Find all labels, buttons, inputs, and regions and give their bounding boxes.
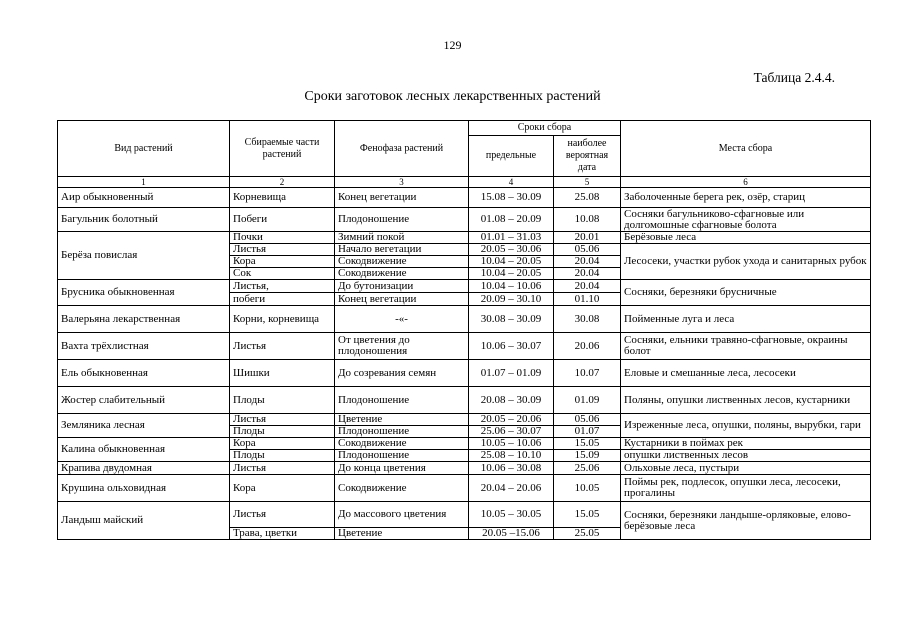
date-cell: 15.05: [554, 438, 621, 450]
part-cell: Листья: [230, 414, 335, 426]
date-cell: 20.04: [554, 268, 621, 280]
phase-cell: До бутонизации: [335, 280, 469, 293]
range-cell: 25.08 – 10.10: [469, 450, 554, 462]
table-row: [58, 462, 871, 475]
phase-cell: Сокодвижение: [335, 268, 469, 280]
place-cell: Сосняки, березняки брусничные: [621, 280, 871, 306]
header-species: Вид растений: [58, 121, 230, 177]
range-cell: 20.04 – 20.06: [469, 475, 554, 502]
date-cell: 20.04: [554, 280, 621, 293]
header-row: [58, 121, 871, 136]
part-cell: побеги: [230, 293, 335, 306]
page-number: 129: [443, 38, 462, 52]
part-cell: Плоды: [230, 450, 335, 462]
place-cell: Поймы рек, подлесок, опушки леса, лесосеки, прогалины: [621, 475, 871, 502]
phase-cell: Начало вегетации: [335, 244, 469, 256]
table-row: [58, 306, 871, 333]
part-cell: Плоды: [230, 426, 335, 438]
range-cell: 20.05 –15.06: [469, 528, 554, 540]
table-row: [58, 232, 871, 244]
part-cell: Листья: [230, 244, 335, 256]
column-number: 2: [230, 177, 335, 188]
part-cell: Трава, цветки: [230, 528, 335, 540]
table-row: [58, 208, 871, 232]
date-cell: 01.07: [554, 426, 621, 438]
phase-cell: Зимний покой: [335, 232, 469, 244]
species-cell: Земляника лесная: [58, 414, 230, 438]
header-limits: предельные: [469, 136, 554, 177]
part-cell: Побеги: [230, 208, 335, 232]
range-cell: 10.04 – 10.06: [469, 280, 554, 293]
phase-cell: Плодоношение: [335, 387, 469, 414]
phase-cell: Плодоношение: [335, 426, 469, 438]
range-cell: 20.08 – 30.09: [469, 387, 554, 414]
place-cell: Пойменные луга и леса: [621, 306, 871, 333]
part-cell: Сок: [230, 268, 335, 280]
place-cell: Сосняки, ельники травяно-сфагновые, окраины болот: [621, 333, 871, 360]
header-phenophase: Фенофаза растений: [335, 121, 469, 177]
table-row: [58, 188, 871, 208]
date-cell: 10.08: [554, 208, 621, 232]
date-cell: 25.08: [554, 188, 621, 208]
table-row: [58, 475, 871, 502]
range-cell: 25.06 – 30.07: [469, 426, 554, 438]
part-cell: Листья: [230, 333, 335, 360]
part-cell: Плоды: [230, 387, 335, 414]
phase-cell: -«-: [335, 306, 469, 333]
part-cell: Корни, корневища: [230, 306, 335, 333]
range-cell: 01.07 – 01.09: [469, 360, 554, 387]
table-row: [58, 333, 871, 360]
species-cell: Крапива двудомная: [58, 462, 230, 475]
date-cell: 10.05: [554, 475, 621, 502]
place-cell: Ольховые леса, пустыри: [621, 462, 871, 475]
phase-cell: Сокодвижение: [335, 256, 469, 268]
species-cell: Берёза повислая: [58, 232, 230, 280]
column-number: 5: [554, 177, 621, 188]
header-places: Места сбора: [621, 121, 871, 177]
phase-cell: Плодоношение: [335, 450, 469, 462]
table-row: [58, 414, 871, 426]
date-cell: 05.06: [554, 244, 621, 256]
species-cell: Ель обыкновенная: [58, 360, 230, 387]
phase-cell: Цветение: [335, 528, 469, 540]
date-cell: 20.04: [554, 256, 621, 268]
range-cell: 15.08 – 30.09: [469, 188, 554, 208]
part-cell: Листья: [230, 462, 335, 475]
range-cell: 20.05 – 20.06: [469, 414, 554, 426]
table-row: [58, 360, 871, 387]
place-cell: Еловые и смешанные леса, лесосеки: [621, 360, 871, 387]
part-cell: Шишки: [230, 360, 335, 387]
place-cell: Изреженные леса, опушки, поляны, вырубки, гари: [621, 414, 871, 438]
place-cell: опушки лиственных лесов: [621, 450, 871, 462]
place-cell: Поляны, опушки лиственных лесов, кустарники: [621, 387, 871, 414]
header-probable: наиболее вероятная дата: [554, 136, 621, 177]
range-cell: 10.05 – 30.05: [469, 502, 554, 528]
place-cell: Сосняки багульниково-сфагновые или долгомошные сфагновые болота: [621, 208, 871, 232]
phase-cell: До массового цветения: [335, 502, 469, 528]
date-cell: 20.06: [554, 333, 621, 360]
date-cell: 01.09: [554, 387, 621, 414]
page-title: Сроки заготовок лесных лекарственных растений: [304, 89, 601, 104]
species-cell: Ландыш майский: [58, 502, 230, 540]
species-cell: Багульник болотный: [58, 208, 230, 232]
range-cell: 10.04 – 20.05: [469, 268, 554, 280]
species-cell: Калина обыкновенная: [58, 438, 230, 462]
phase-cell: Плодоношение: [335, 208, 469, 232]
table-row: [58, 387, 871, 414]
part-cell: Листья: [230, 502, 335, 528]
range-cell: 10.06 – 30.08: [469, 462, 554, 475]
column-number: 6: [621, 177, 871, 188]
place-cell: Берёзовые леса: [621, 232, 871, 244]
column-number: 3: [335, 177, 469, 188]
column-numbers-row: [58, 177, 871, 188]
place-cell: Заболоченные берега рек, озёр, стариц: [621, 188, 871, 208]
part-cell: Почки: [230, 232, 335, 244]
date-cell: 25.05: [554, 528, 621, 540]
table-reference: Таблица 2.4.4.: [753, 70, 835, 85]
range-cell: 01.08 – 20.09: [469, 208, 554, 232]
phase-cell: Конец вегетации: [335, 188, 469, 208]
column-number: 4: [469, 177, 554, 188]
species-cell: Крушина ольховидная: [58, 475, 230, 502]
date-cell: 15.09: [554, 450, 621, 462]
part-cell: Листья,: [230, 280, 335, 293]
range-cell: 30.08 – 30.09: [469, 306, 554, 333]
place-cell: Сосняки, березняки ландыше-орляковые, елово-берёзовые леса: [621, 502, 871, 540]
phase-cell: До созревания семян: [335, 360, 469, 387]
range-cell: 10.06 – 30.07: [469, 333, 554, 360]
phase-cell: Цветение: [335, 414, 469, 426]
table-row: [58, 502, 871, 528]
date-cell: 10.07: [554, 360, 621, 387]
range-cell: 01.01 – 31.03: [469, 232, 554, 244]
harvest-table: [57, 120, 871, 540]
phase-cell: Конец вегетации: [335, 293, 469, 306]
part-cell: Кора: [230, 256, 335, 268]
part-cell: Корневища: [230, 188, 335, 208]
date-cell: 05.06: [554, 414, 621, 426]
phase-cell: До конца цветения: [335, 462, 469, 475]
species-cell: Жостер слабительный: [58, 387, 230, 414]
range-cell: 20.05 – 30.06: [469, 244, 554, 256]
species-cell: Вахта трёхлистная: [58, 333, 230, 360]
range-cell: 20.09 – 30.10: [469, 293, 554, 306]
date-cell: 01.10: [554, 293, 621, 306]
phase-cell: От цветения до плодоношения: [335, 333, 469, 360]
header-terms: Сроки сбора: [469, 121, 621, 136]
date-cell: 15.05: [554, 502, 621, 528]
date-cell: 20.01: [554, 232, 621, 244]
phase-cell: Сокодвижение: [335, 475, 469, 502]
header-parts: Сбираемые части растений: [230, 121, 335, 177]
date-cell: 25.06: [554, 462, 621, 475]
phase-cell: Сокодвижение: [335, 438, 469, 450]
range-cell: 10.04 – 20.05: [469, 256, 554, 268]
species-cell: Валерьяна лекарственная: [58, 306, 230, 333]
place-cell: Кустарники в поймах рек: [621, 438, 871, 450]
column-number: 1: [58, 177, 230, 188]
species-cell: Аир обыкновенный: [58, 188, 230, 208]
species-cell: Брусника обыкновенная: [58, 280, 230, 306]
date-cell: 30.08: [554, 306, 621, 333]
part-cell: Кора: [230, 438, 335, 450]
range-cell: 10.05 – 10.06: [469, 438, 554, 450]
place-cell: Лесосеки, участки рубок ухода и санитарных рубок: [621, 244, 871, 280]
table-row: [58, 280, 871, 293]
part-cell: Кора: [230, 475, 335, 502]
table-row: [58, 438, 871, 450]
